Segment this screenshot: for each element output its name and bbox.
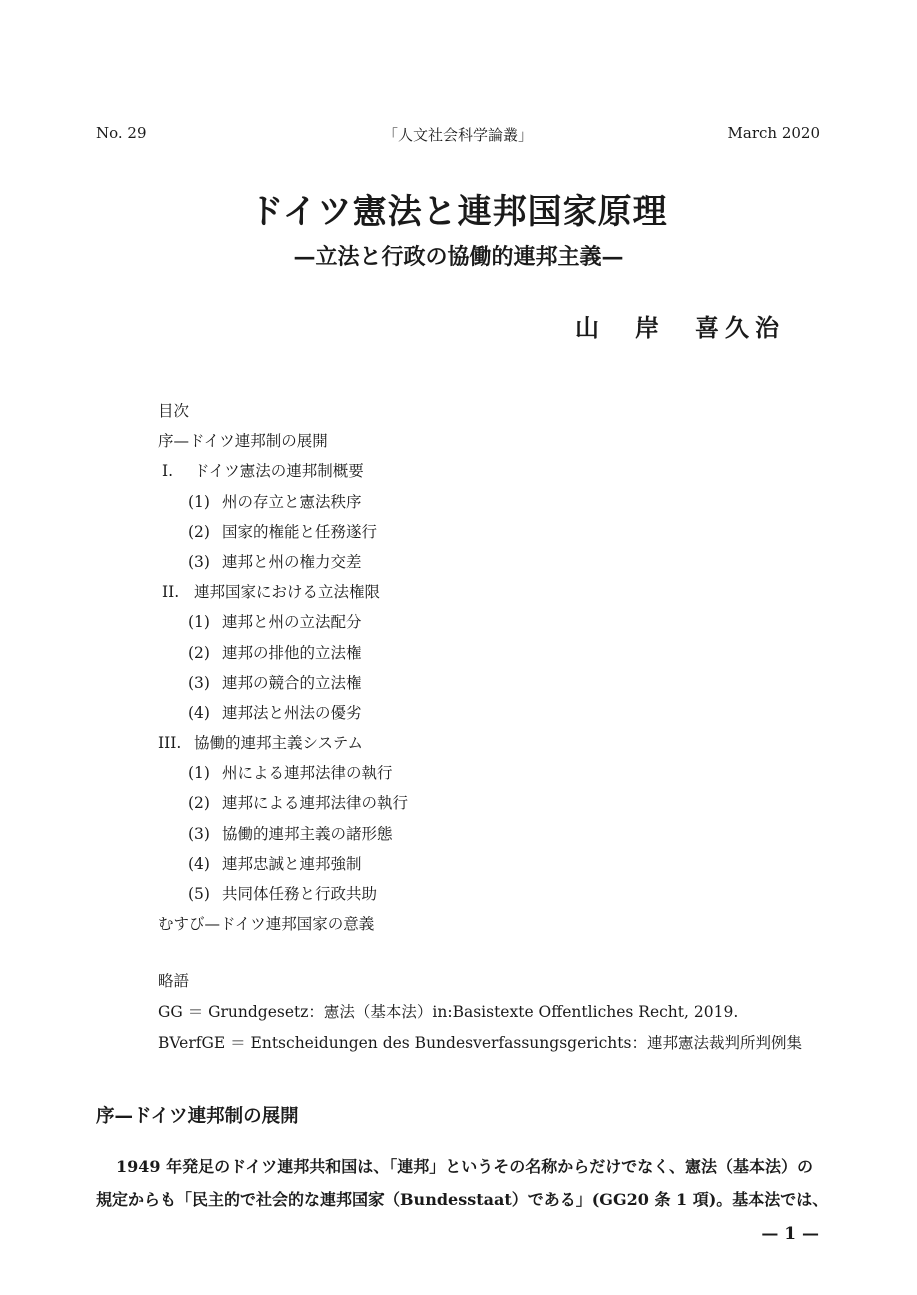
toc-item [158, 607, 818, 637]
toc-item [158, 698, 818, 728]
toc-section [158, 456, 818, 486]
toc-item-number: (2) [188, 794, 210, 813]
toc-heading: 目次 [158, 402, 190, 420]
abbreviations-heading: 略語 [158, 972, 190, 990]
paper-title: ドイツ憲法と連邦国家原理 [249, 192, 668, 232]
toc-item-number: (4) [188, 854, 210, 873]
body-line: 1949 年発足のドイツ連邦共和国は、「連邦」というその名称からだけでなく、憲法（基本法）の [116, 1157, 813, 1176]
abbreviation-entry: BVerfGE ＝ Entscheidungen des Bundesverfassungsgerichts：連邦憲法裁判所判例集 [158, 1034, 802, 1052]
toc-section-title: ドイツ憲法の連邦制概要 [194, 462, 364, 481]
toc-item-title: 連邦による連邦法律の執行 [222, 794, 409, 813]
toc-item-number: (4) [188, 703, 210, 722]
toc-item-number: (1) [188, 764, 210, 783]
body-text-segment: （Bundesstaat）である」(GG20 条 1 項)。基本法では、 [384, 1190, 829, 1209]
toc-item [158, 788, 818, 818]
section-heading: 序—ドイツ連邦制の展開 [96, 1106, 299, 1127]
toc-item-number: (5) [188, 885, 210, 903]
toc-item-number: (1) [188, 492, 210, 511]
toc-item-title: 国家的権能と任務遂行 [222, 522, 378, 541]
toc-section-number: II. [162, 583, 180, 602]
toc-item-title: 州の存立と憲法秩序 [222, 492, 362, 511]
toc-item-number: (3) [188, 824, 210, 843]
toc-section-title: 協働的連邦主義システム [194, 734, 363, 753]
issue-number: No. 29 [96, 124, 147, 142]
author-name: 山 岸 喜久治 [575, 313, 785, 342]
toc-item-title: 州による連邦法律の執行 [222, 764, 393, 783]
toc-section-title: 連邦国家における立法権限 [194, 583, 381, 602]
toc-item-number: (2) [188, 643, 210, 662]
toc-section-number: I. [162, 462, 174, 481]
abbreviations [158, 966, 858, 1059]
paper-subtitle: —立法と行政の協働的連邦主義— [293, 244, 624, 270]
body-line [96, 1183, 829, 1216]
toc-intro: 序—ドイツ連邦制の展開 [158, 432, 328, 451]
toc-item-number: (1) [188, 613, 210, 632]
toc-item-title: 連邦忠誠と連邦強制 [222, 854, 362, 873]
toc-section-number: III. [158, 734, 182, 753]
page-header [96, 124, 820, 148]
issue-date: March 2020 [727, 124, 820, 142]
toc-item [158, 879, 818, 909]
toc-item [158, 849, 818, 879]
table-of-contents [158, 396, 818, 939]
toc-item-title: 協働的連邦主義の諸形態 [222, 824, 393, 843]
journal-name: 「人文社会科学論叢」 [382, 126, 533, 144]
body-paragraph [96, 1150, 829, 1216]
toc-conclusion: むすび—ドイツ連邦国家の意義 [158, 915, 375, 934]
toc-item [158, 819, 818, 849]
toc-item [158, 758, 818, 788]
toc-item-number: (3) [188, 552, 210, 571]
toc-item-title: 連邦と州の立法配分 [222, 613, 362, 632]
toc-item [158, 517, 818, 547]
toc-item-title: 連邦と州の権力交差 [222, 552, 362, 571]
toc-section [158, 728, 818, 758]
body-text-segment: 規定からも「民主的で社会的な [96, 1190, 321, 1209]
toc-item-title: 連邦法と州法の優劣 [222, 703, 362, 722]
toc-item [158, 638, 818, 668]
toc-item-number: (3) [188, 673, 210, 692]
toc-item-number: (2) [188, 522, 210, 541]
toc-item [158, 668, 818, 698]
page-number: — 1 — [761, 1224, 819, 1244]
toc-item [158, 547, 818, 577]
toc-section [158, 577, 818, 607]
toc-item [158, 487, 818, 517]
abbreviation-entry: GG ＝ Grundgesetz：憲法（基本法）in:Basistexte Offentliches Recht, 2019. [158, 1003, 739, 1021]
toc-item-title: 連邦の競合的立法権 [222, 673, 362, 692]
toc-item-title: 連邦の排他的立法権 [222, 643, 362, 662]
emphasized-term: • • • • 連邦国家 [320, 1190, 384, 1209]
toc-item-title: 共同体任務と行政共助 [222, 885, 378, 903]
